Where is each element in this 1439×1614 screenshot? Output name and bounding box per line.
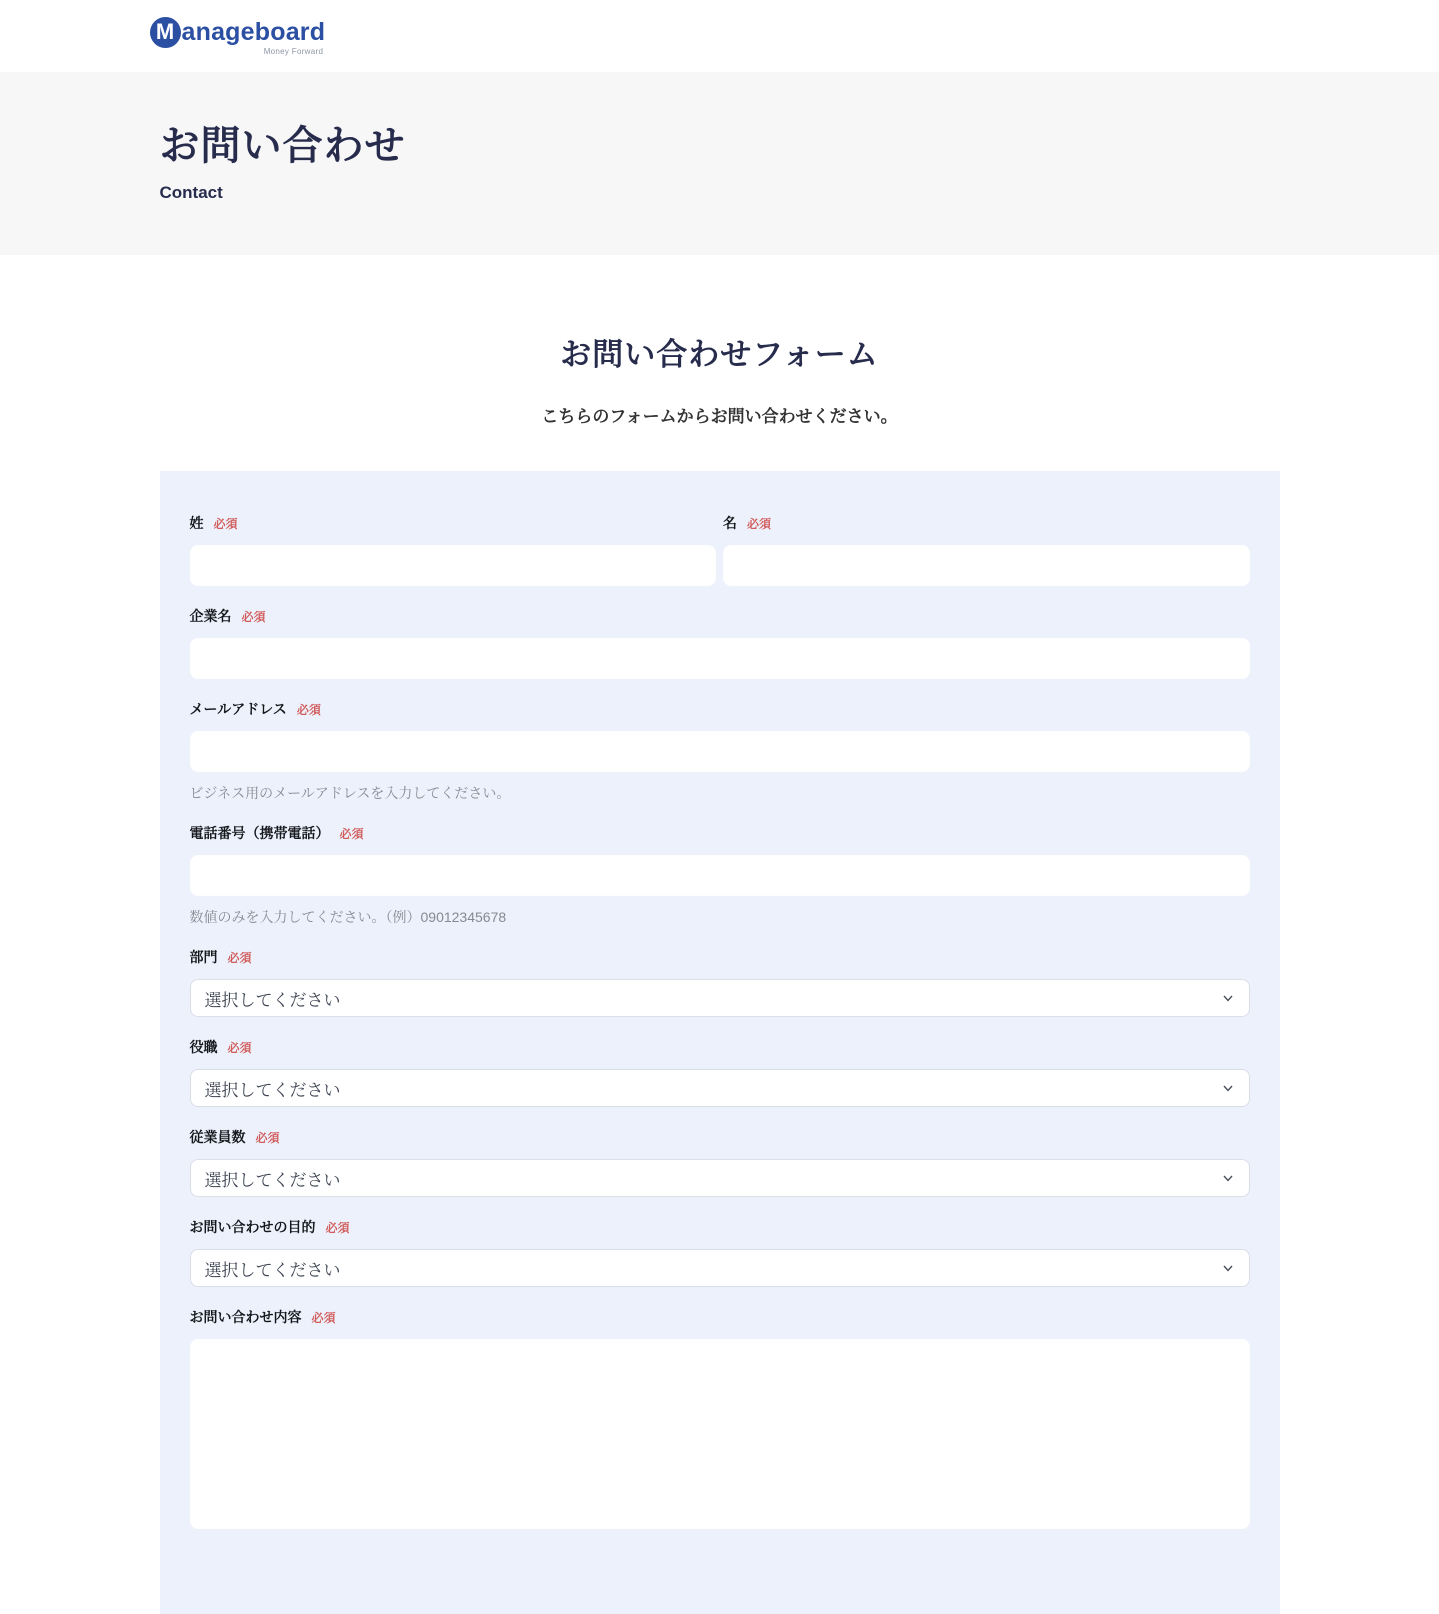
name-row bbox=[190, 513, 1250, 586]
inquiry-purpose-label: お問い合わせの目的 bbox=[189, 1219, 316, 1235]
chevron-down-icon bbox=[1221, 1171, 1235, 1185]
inquiry-purpose-select-value: 選択してください bbox=[204, 1260, 341, 1280]
required-badge: 必須 bbox=[311, 1311, 336, 1325]
inquiry-purpose-select[interactable] bbox=[190, 1249, 1250, 1287]
first-name-field-group bbox=[723, 513, 1250, 586]
required-badge: 必須 bbox=[227, 951, 252, 965]
phone-help-text: 数値のみを入力してください。（例）09012345678 bbox=[189, 909, 507, 925]
email-field-group bbox=[190, 699, 1250, 803]
first-name-label: 名 bbox=[723, 515, 737, 531]
last-name-input[interactable] bbox=[190, 545, 717, 586]
department-label: 部門 bbox=[189, 949, 218, 965]
required-badge: 必須 bbox=[213, 517, 238, 531]
phone-field-group bbox=[190, 823, 1250, 927]
hero-section bbox=[0, 72, 1439, 255]
required-badge: 必須 bbox=[255, 1131, 280, 1145]
first-name-input[interactable] bbox=[723, 545, 1250, 586]
employee-count-select[interactable] bbox=[190, 1159, 1250, 1197]
employee-count-select-value: 選択してください bbox=[204, 1170, 341, 1190]
required-badge: 必須 bbox=[296, 703, 321, 717]
page-title: お問い合わせ bbox=[159, 124, 406, 168]
company-name-field-group bbox=[190, 606, 1250, 679]
department-field-group bbox=[190, 947, 1250, 1017]
job-title-select-value: 選択してください bbox=[204, 1080, 341, 1100]
last-name-field-group bbox=[190, 513, 717, 586]
email-help-text: ビジネス用のメールアドレスを入力してください。 bbox=[189, 785, 511, 801]
site-header bbox=[0, 0, 1439, 72]
manageboard-logo[interactable] bbox=[150, 17, 326, 56]
form-title: お問い合わせフォーム bbox=[560, 337, 879, 372]
company-name-input[interactable] bbox=[190, 638, 1250, 679]
required-badge: 必須 bbox=[325, 1221, 350, 1235]
job-title-field-group bbox=[190, 1037, 1250, 1107]
form-description: こちらのフォームからお問い合わせください。 bbox=[541, 407, 898, 426]
required-badge: 必須 bbox=[339, 827, 364, 841]
job-title-select[interactable] bbox=[190, 1069, 1250, 1107]
company-name-label: 企業名 bbox=[189, 608, 232, 624]
phone-input[interactable] bbox=[190, 855, 1250, 896]
employee-count-field-group bbox=[190, 1127, 1250, 1197]
chevron-down-icon bbox=[1221, 1081, 1235, 1095]
required-badge: 必須 bbox=[227, 1041, 252, 1055]
required-badge: 必須 bbox=[241, 610, 266, 624]
logo-tagline: Money Forward bbox=[263, 46, 324, 56]
employee-count-label: 従業員数 bbox=[189, 1129, 246, 1145]
required-badge: 必須 bbox=[747, 517, 772, 531]
logo-text: anageboard bbox=[181, 17, 326, 46]
department-select-value: 選択してください bbox=[204, 990, 341, 1010]
inquiry-details-textarea[interactable] bbox=[190, 1339, 1250, 1529]
job-title-label: 役職 bbox=[189, 1039, 218, 1055]
logo-m-icon: M bbox=[150, 17, 181, 48]
email-label: メールアドレス bbox=[189, 701, 287, 717]
chevron-down-icon bbox=[1221, 1261, 1235, 1275]
inquiry-details-label: お問い合わせ内容 bbox=[189, 1309, 302, 1325]
email-input[interactable] bbox=[190, 731, 1250, 772]
inquiry-purpose-field-group bbox=[190, 1217, 1250, 1287]
contact-form-panel bbox=[160, 471, 1280, 1614]
inquiry-details-field-group bbox=[190, 1307, 1250, 1534]
page-subtitle: Contact bbox=[159, 183, 223, 202]
last-name-label: 姓 bbox=[189, 515, 204, 531]
chevron-down-icon bbox=[1221, 991, 1235, 1005]
phone-label: 電話番号（携帯電話） bbox=[189, 825, 330, 841]
department-select[interactable] bbox=[190, 979, 1250, 1017]
